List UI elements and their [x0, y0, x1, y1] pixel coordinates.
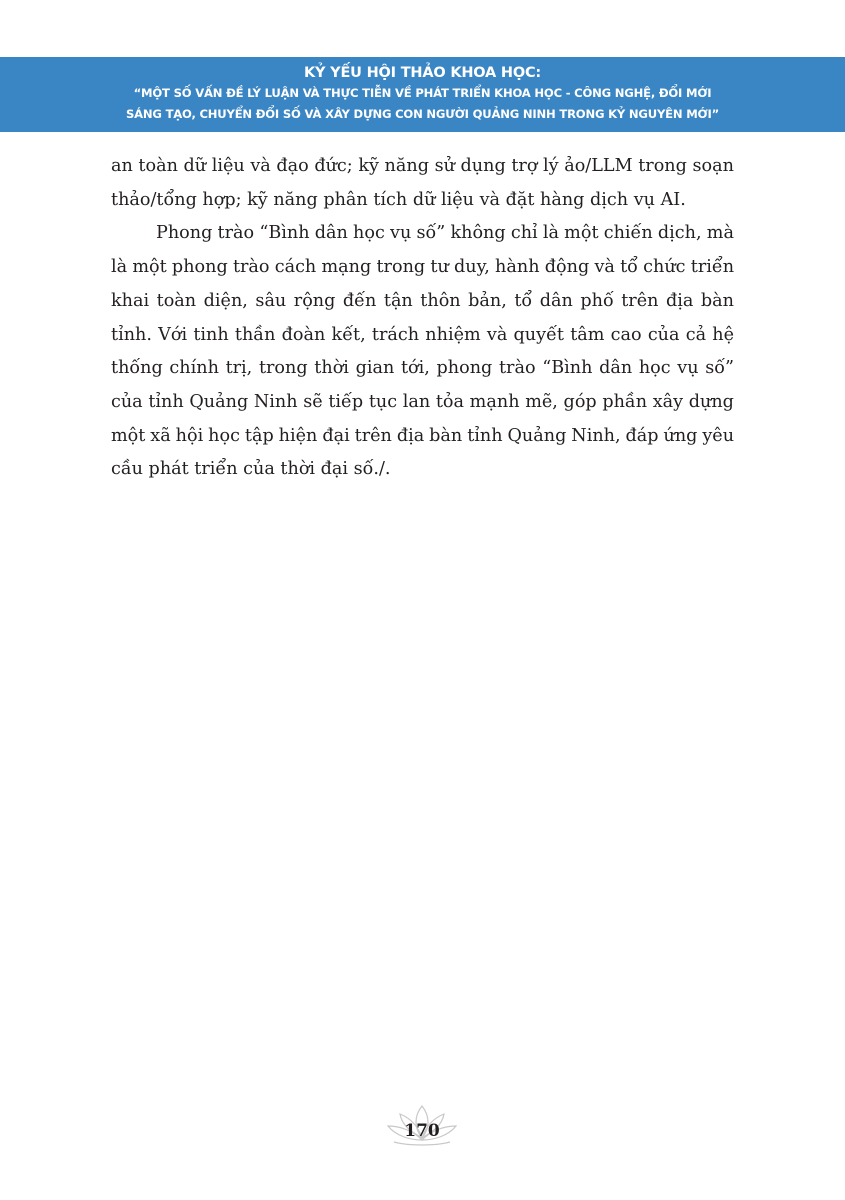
header-banner — [0, 57, 845, 132]
page-footer — [372, 1102, 472, 1152]
text-line: thảo/tổng hợp; kỹ năng phân tích dữ liệu và đặt hàng dịch vụ AI. — [111, 189, 686, 210]
conference-title-line-1: “MỘT SỐ VẤN ĐỀ LÝ LUẬN VÀ THỰC TIỄN VỀ PHÁT TRIỂN KHOA HỌC - CÔNG NGHỆ, ĐỔI MỚI — [133, 86, 712, 100]
text-line: khai toàn diện, sâu rộng đến tận thôn bản, tổ dân phố trên địa bàn — [111, 290, 734, 311]
page-number: 170 — [404, 1121, 440, 1141]
text-line: tỉnh. Với tinh thần đoàn kết, trách nhiệm và quyết tâm cao của cả hệ — [111, 324, 735, 345]
text-line: của tỉnh Quảng Ninh sẽ tiếp tục lan tỏa mạnh mẽ, góp phần xây dựng — [111, 391, 734, 412]
paragraph-1 — [111, 150, 734, 217]
text-line: cầu phát triển của thời đại số./. — [111, 459, 391, 480]
page-body — [111, 150, 734, 487]
paragraph-2 — [111, 217, 734, 487]
text-line: an toàn dữ liệu và đạo đức; kỹ năng sử dụng trợ lý ảo/LLM trong soạn — [111, 156, 734, 176]
text-line: là một phong trào cách mạng trong tư duy, hành động và tổ chức triển — [111, 257, 735, 278]
proceedings-title: KỶ YẾU HỘI THẢO KHOA HỌC: — [303, 65, 542, 81]
text-line: thống chính trị, trong thời gian tới, phong trào “Bình dân học vụ số” — [111, 358, 735, 379]
text-line: Phong trào “Bình dân học vụ số” không chỉ là một chiến dịch, mà — [156, 223, 734, 244]
text-line: một xã hội học tập hiện đại trên địa bàn tỉnh Quảng Ninh, đáp ứng yêu — [111, 425, 735, 446]
conference-title-line-2: SÁNG TẠO, CHUYỂN ĐỔI SỐ VÀ XÂY DỰNG CON NGƯỜI QUẢNG NINH TRONG KỶ NGUYÊN MỚI” — [125, 107, 720, 121]
